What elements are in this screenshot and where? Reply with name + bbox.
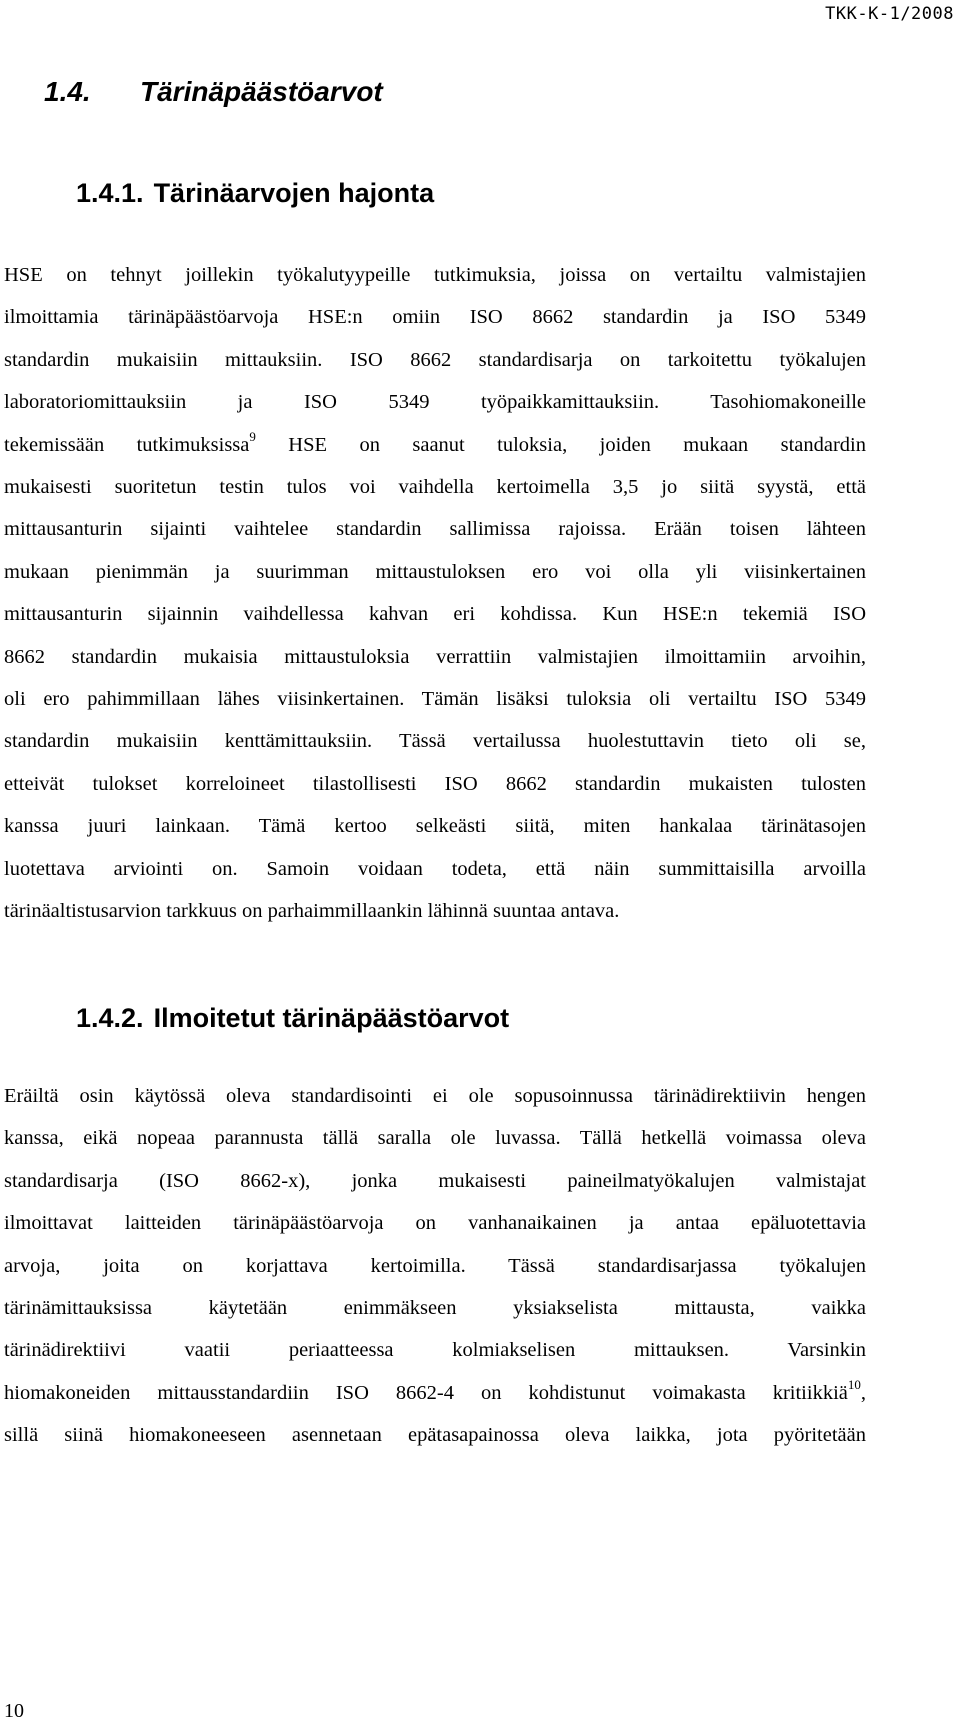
paragraph-line: tärinädirektiivi vaatii periaatteessa kolmiakselisen mittauksen. Varsinkin — [4, 1339, 866, 1362]
line-text: , — [860, 1381, 866, 1404]
subsection-heading-1 — [76, 178, 434, 209]
paragraph-line: mukaan pienimmän ja suurimman mittaustuloksen ero voi olla yli viisinkertainen — [4, 560, 866, 583]
line-text: tekemissään tutkimuksissa — [4, 433, 250, 456]
line-text: HSE on saanut tuloksia, joiden mukaan standardin — [255, 433, 866, 456]
footnote-ref: 9 — [249, 428, 256, 444]
paragraph-2 — [4, 1075, 866, 1457]
paragraph-line: standardin mukaisiin kenttämittauksiin. Tässä vertailussa huolestuttavin tieto oli se, — [4, 730, 866, 753]
paragraph-line: HSE on tehnyt joillekin työkalutyypeille tutkimuksia, joissa on vertailtu valmistajien — [4, 264, 866, 286]
paragraph-line: sillä siinä hiomakoneeseen asennetaan epätasapainossa oleva laikka, jota pyöritetään — [4, 1424, 866, 1447]
subsection-number: 1.4.1. — [76, 178, 144, 208]
paragraph-line: mittausanturin sijainnin vaihdellessa kahvan eri kohdissa. Kun HSE:n tekemiä ISO — [4, 603, 866, 626]
section-title: Tärinäpäästöarvot — [140, 76, 383, 107]
paragraph-line: 8662 standardin mukaisia mittaustuloksia verrattiin valmistajien ilmoittamiin arvoihin, — [4, 645, 866, 668]
subsection-number: 1.4.2. — [76, 1003, 144, 1033]
paragraph-line: tärinämittauksissa käytetään enimmäkseen yksiakselista mittausta, vaikka — [4, 1297, 866, 1320]
page-number: 10 — [4, 1700, 24, 1722]
paragraph-line: arvoja, joita on korjattava kertoimilla. Tässä standardisarjassa työkalujen — [4, 1254, 866, 1277]
paragraph-line: kanssa juuri lainkaan. Tämä kertoo selkeästi siitä, miten hankalaa tärinätasojen — [4, 815, 866, 838]
subsection-title: Ilmoitetut tärinäpäästöarvot — [153, 1003, 510, 1033]
paragraph-line: tärinäaltistusarvion tarkkuus on parhaimmillaankin lähinnä suuntaa antava. — [4, 900, 620, 923]
section-number: 1.4. — [44, 76, 91, 107]
paragraph-line: standardin mukaisiin mittauksiin. ISO 8662 standardisarja on tarkoitettu työkalujen — [4, 348, 866, 371]
subsection-heading-2 — [76, 1003, 509, 1034]
paragraph-line: mukaisesti suoritetun testin tulos voi vaihdella kertoimella 3,5 jo siitä syystä, että — [4, 476, 866, 499]
paragraph-line: kanssa, eikä nopeaa parannusta tällä saralla ole luvassa. Tällä hetkellä voimassa oleva — [4, 1127, 866, 1150]
paragraph-1 — [4, 254, 866, 933]
paragraph-line: Eräiltä osin käytössä oleva standardisointi ei ole sopusoinnussa tärinädirektiivin hengen — [4, 1085, 866, 1107]
paragraph-line-with-footnote — [4, 1372, 866, 1414]
paragraph-line-with-footnote — [4, 424, 866, 466]
paragraph-line: ilmoittavat laitteiden tärinäpäästöarvoja on vanhanaikainen ja antaa epäluotettavia — [4, 1212, 866, 1235]
subsection-title: Tärinäarvojen hajonta — [153, 178, 435, 208]
section-heading — [44, 76, 383, 108]
paragraph-line: standardisarja (ISO 8662-x), jonka mukaisesti paineilmatyökalujen valmistajat — [4, 1169, 866, 1192]
paragraph-line: oli ero pahimmillaan lähes viisinkertainen. Tämän lisäksi tuloksia oli vertailtu ISO 5349 — [4, 688, 866, 711]
footnote-ref: 10 — [847, 1377, 861, 1393]
line-text: hiomakoneiden mittausstandardiin ISO 8662-4 on kohdistunut voimakasta kritiikkiä — [4, 1381, 848, 1404]
paragraph-line: mittausanturin sijainti vaihtelee standardin sallimissa rajoissa. Erään toisen lähteen — [4, 518, 866, 541]
paragraph-line: luotettava arviointi on. Samoin voidaan todeta, että näin summittaisilla arvoilla — [4, 857, 866, 880]
paragraph-line: ilmoittamia tärinäpäästöarvoja HSE:n omiin ISO 8662 standardin ja ISO 5349 — [4, 306, 866, 329]
running-header: TKK-K-1/2008 — [825, 4, 954, 24]
paragraph-line: laboratoriomittauksiin ja ISO 5349 työpaikkamittauksiin. Tasohiomakoneille — [4, 391, 866, 414]
paragraph-line: etteivät tulokset korreloineet tilastollisesti ISO 8662 standardin mukaisten tulosten — [4, 772, 866, 795]
